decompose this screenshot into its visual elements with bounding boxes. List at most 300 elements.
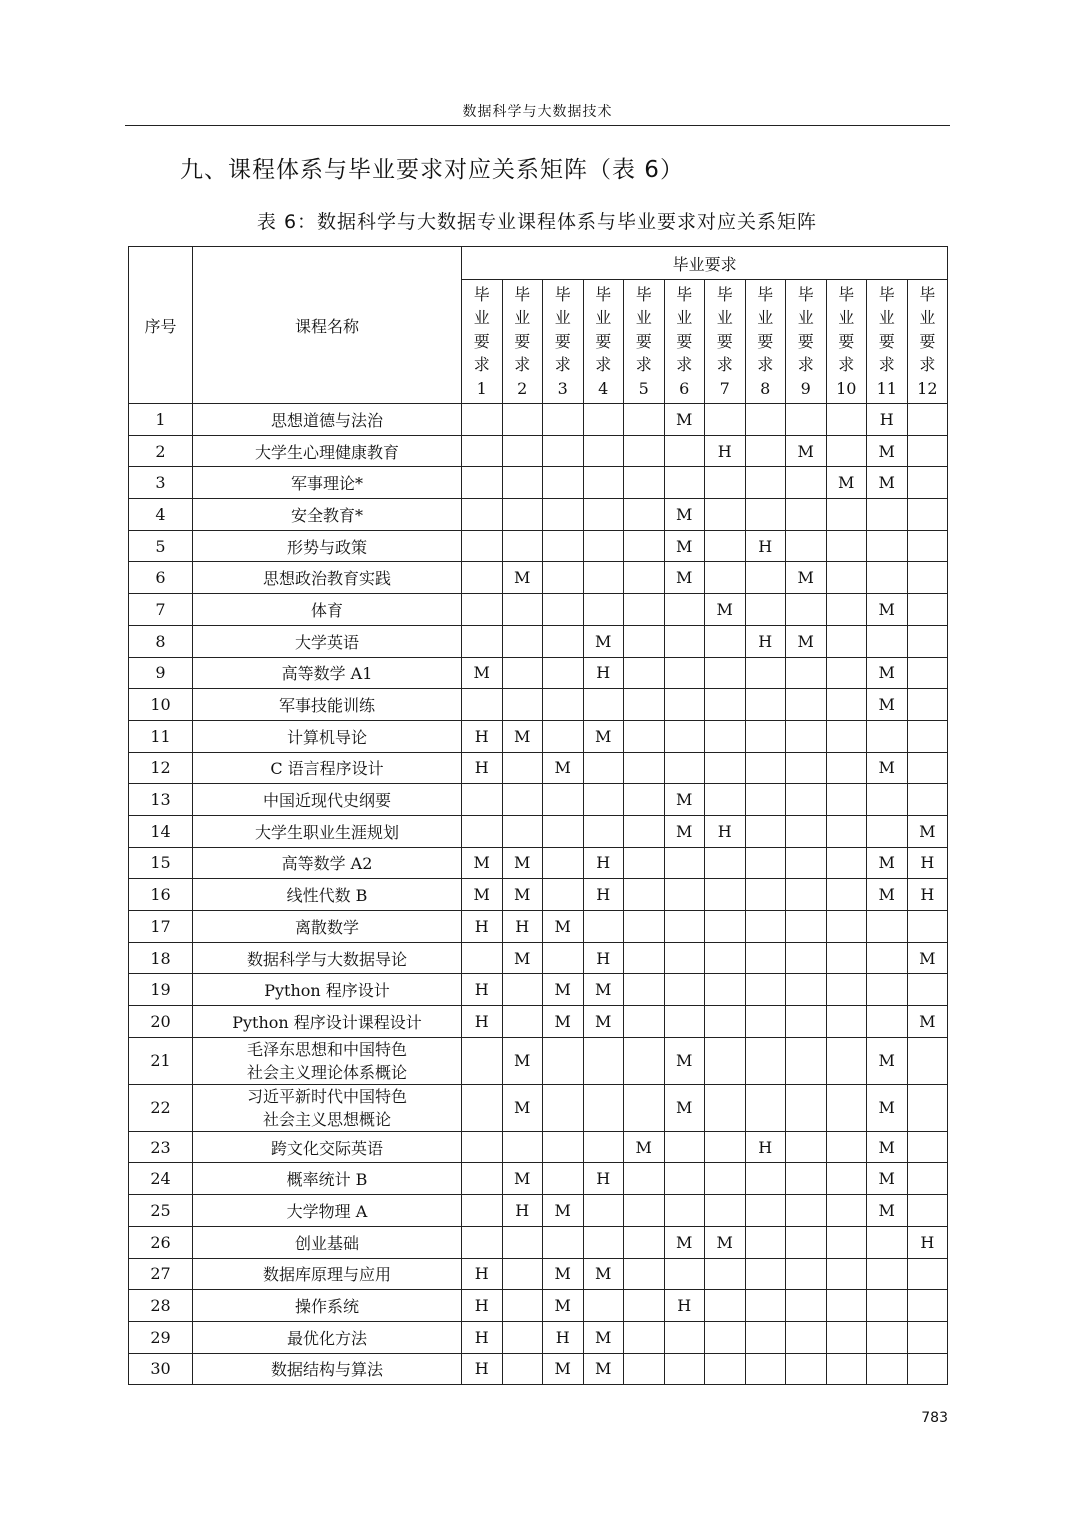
mark-cell: M [543, 1006, 584, 1038]
mark-cell [826, 1321, 867, 1353]
mark-cell: M [907, 1006, 948, 1038]
mark-cell [624, 499, 665, 531]
mark-cell: H [705, 815, 746, 847]
mark-cell [583, 1290, 624, 1322]
mark-cell [583, 594, 624, 626]
mark-cell [583, 562, 624, 594]
mark-cell [624, 562, 665, 594]
row-number: 29 [129, 1321, 193, 1353]
mark-cell [543, 847, 584, 879]
requirement-char: 毕 [797, 284, 814, 304]
mark-cell [583, 499, 624, 531]
mark-cell [786, 720, 827, 752]
table-row [129, 625, 948, 657]
mark-cell [705, 404, 746, 436]
mark-cell: M [543, 1290, 584, 1322]
requirement-number: 5 [638, 378, 649, 398]
table-row [129, 689, 948, 721]
course-name [193, 1321, 462, 1353]
mark-cell [786, 1195, 827, 1227]
mark-cell [624, 657, 665, 689]
course-name [193, 657, 462, 689]
mark-cell: M [826, 467, 867, 499]
mark-cell [826, 815, 867, 847]
row-number: 28 [129, 1290, 193, 1322]
mark-cell [664, 911, 705, 943]
mark-cell: H [664, 1290, 705, 1322]
mark-cell [664, 435, 705, 467]
table-row [129, 974, 948, 1006]
mark-cell [907, 625, 948, 657]
mark-cell [745, 942, 786, 974]
mark-cell [462, 625, 503, 657]
mark-cell [705, 499, 746, 531]
mark-cell [502, 1290, 543, 1322]
table-row [129, 1163, 948, 1195]
mark-cell [624, 1195, 665, 1227]
mark-cell: M [664, 815, 705, 847]
mark-cell [907, 1290, 948, 1322]
mark-cell: M [867, 657, 908, 689]
mark-cell [624, 752, 665, 784]
mark-cell [664, 1258, 705, 1290]
mark-cell: M [583, 720, 624, 752]
table-row [129, 1353, 948, 1385]
mark-cell: M [664, 1037, 705, 1084]
mark-cell [502, 689, 543, 721]
requirement-char: 求 [554, 355, 571, 375]
mark-cell: M [543, 911, 584, 943]
mark-cell: M [502, 879, 543, 911]
mark-cell [786, 1226, 827, 1258]
mark-cell [826, 530, 867, 562]
course-name [193, 752, 462, 784]
row-number: 3 [129, 467, 193, 499]
requirement-char: 业 [514, 308, 531, 328]
requirement-number: 12 [917, 378, 938, 398]
course-name-line: 跨文化交际英语 [270, 1138, 383, 1158]
mark-cell [745, 974, 786, 1006]
mark-cell [786, 752, 827, 784]
mark-cell: M [867, 467, 908, 499]
table-row [129, 530, 948, 562]
mark-cell [826, 847, 867, 879]
mark-cell [664, 594, 705, 626]
mark-cell: M [502, 720, 543, 752]
row-number: 18 [129, 942, 193, 974]
mark-cell [462, 530, 503, 562]
table-row [129, 1131, 948, 1163]
mark-cell [786, 1258, 827, 1290]
mark-cell [624, 467, 665, 499]
mark-cell [867, 1353, 908, 1385]
mark-cell [624, 1037, 665, 1084]
mark-cell [907, 594, 948, 626]
mark-cell [583, 752, 624, 784]
mark-cell [502, 530, 543, 562]
mark-cell [745, 784, 786, 816]
mark-cell: M [867, 879, 908, 911]
requirement-char: 业 [554, 308, 571, 328]
mark-cell [705, 657, 746, 689]
requirement-char: 求 [473, 355, 490, 375]
mark-cell: H [502, 1195, 543, 1227]
course-name-line: 军事技能训练 [278, 696, 375, 716]
mark-cell [745, 562, 786, 594]
mark-cell [907, 404, 948, 436]
requirement-char: 业 [757, 308, 774, 328]
mark-cell: M [664, 784, 705, 816]
mark-cell [907, 1195, 948, 1227]
mark-cell [826, 562, 867, 594]
requirement-char: 求 [716, 355, 733, 375]
mark-cell [624, 1006, 665, 1038]
mark-cell: M [664, 404, 705, 436]
mark-cell [867, 942, 908, 974]
mark-cell [705, 752, 746, 784]
mark-cell [826, 625, 867, 657]
course-name [193, 499, 462, 531]
mark-cell [705, 689, 746, 721]
course-name [193, 467, 462, 499]
mark-cell: H [907, 879, 948, 911]
mark-cell: M [867, 594, 908, 626]
mark-cell [664, 847, 705, 879]
mark-cell: H [907, 1226, 948, 1258]
course-name [193, 404, 462, 436]
mark-cell [624, 435, 665, 467]
mark-cell [502, 815, 543, 847]
table-row [129, 435, 948, 467]
mark-cell [502, 1258, 543, 1290]
requirement-char: 毕 [595, 284, 612, 304]
mark-cell [502, 752, 543, 784]
mark-cell: M [543, 1353, 584, 1385]
mark-cell [826, 1006, 867, 1038]
header-requirement-10 [826, 280, 867, 404]
table-row [129, 562, 948, 594]
course-name-line: 大学生心理健康教育 [254, 442, 399, 462]
mark-cell: M [867, 752, 908, 784]
mark-cell [786, 815, 827, 847]
requirement-char: 要 [919, 331, 936, 351]
course-name-line: 习近平新时代中国特色 [246, 1086, 407, 1106]
mark-cell [786, 1290, 827, 1322]
mark-cell [745, 847, 786, 879]
mark-cell [826, 1290, 867, 1322]
mark-cell [543, 1226, 584, 1258]
header-requirement-7 [705, 280, 746, 404]
requirement-number: 8 [760, 378, 771, 398]
mark-cell [543, 815, 584, 847]
table-caption: 表 6：数据科学与大数据专业课程体系与毕业要求对应关系矩阵 [256, 211, 818, 233]
mark-cell: M [543, 1258, 584, 1290]
mark-cell [786, 689, 827, 721]
requirement-char: 毕 [554, 284, 571, 304]
mark-cell [502, 657, 543, 689]
mark-cell: H [745, 625, 786, 657]
mark-cell: M [867, 1163, 908, 1195]
table-row [129, 1037, 948, 1084]
header-requirement-11 [867, 280, 908, 404]
course-name [193, 562, 462, 594]
mark-cell: H [502, 911, 543, 943]
course-name-line: 大学英语 [294, 632, 359, 652]
mark-cell [502, 1353, 543, 1385]
mark-cell [826, 1131, 867, 1163]
course-name [193, 1084, 462, 1131]
header-requirement-2 [502, 280, 543, 404]
mark-cell [502, 499, 543, 531]
mark-cell [664, 1321, 705, 1353]
mark-cell: M [502, 1037, 543, 1084]
mark-cell [786, 1163, 827, 1195]
mark-cell [664, 467, 705, 499]
mark-cell [664, 1353, 705, 1385]
mark-cell [907, 974, 948, 1006]
row-number: 8 [129, 625, 193, 657]
mark-cell: M [502, 942, 543, 974]
mark-cell: H [462, 752, 503, 784]
requirement-char: 业 [838, 308, 855, 328]
mark-cell [826, 1195, 867, 1227]
mark-cell: H [583, 942, 624, 974]
mark-cell [907, 752, 948, 784]
running-head: 数据科学与大数据技术 [125, 100, 950, 126]
mark-cell [867, 499, 908, 531]
header-requirement-1 [462, 280, 503, 404]
mark-cell [745, 752, 786, 784]
mark-cell [624, 784, 665, 816]
table-row [129, 720, 948, 752]
mark-cell [624, 1353, 665, 1385]
mark-cell [462, 594, 503, 626]
table-row [129, 1321, 948, 1353]
mark-cell [583, 1226, 624, 1258]
requirement-char: 要 [838, 331, 855, 351]
mark-cell [462, 562, 503, 594]
mark-cell: M [867, 435, 908, 467]
requirement-char: 毕 [919, 284, 936, 304]
course-name [193, 1195, 462, 1227]
requirement-char: 求 [514, 355, 531, 375]
header-requirement-3 [543, 280, 584, 404]
mark-cell [462, 1226, 503, 1258]
mark-cell [664, 942, 705, 974]
row-number: 24 [129, 1163, 193, 1195]
mark-cell [745, 435, 786, 467]
requirement-char: 求 [919, 355, 936, 375]
course-name-line: 高等数学 A2 [281, 854, 373, 874]
mark-cell [664, 1195, 705, 1227]
mark-cell: H [462, 1353, 503, 1385]
header-requirement-5 [624, 280, 665, 404]
mark-cell [543, 942, 584, 974]
row-number: 25 [129, 1195, 193, 1227]
mark-cell [543, 1163, 584, 1195]
mark-cell: H [462, 1258, 503, 1290]
mark-cell: H [867, 404, 908, 436]
mark-cell: H [745, 530, 786, 562]
mark-cell: H [462, 1290, 503, 1322]
mark-cell [705, 1290, 746, 1322]
course-name [193, 942, 462, 974]
header-course-name: 课程名称 [193, 247, 462, 404]
mark-cell [826, 752, 867, 784]
mark-cell [502, 1131, 543, 1163]
mark-cell [624, 911, 665, 943]
mark-cell [543, 530, 584, 562]
row-number: 7 [129, 594, 193, 626]
section-title: 九、课程体系与毕业要求对应关系矩阵（表 6） [180, 157, 684, 183]
mark-cell [907, 1131, 948, 1163]
mark-cell: M [462, 657, 503, 689]
mark-cell [462, 784, 503, 816]
mark-cell [786, 404, 827, 436]
requirement-number: 10 [836, 378, 857, 398]
row-number: 17 [129, 911, 193, 943]
mark-cell [543, 435, 584, 467]
mark-cell [583, 1131, 624, 1163]
mark-cell [502, 625, 543, 657]
mark-cell [826, 1258, 867, 1290]
mark-cell: M [664, 530, 705, 562]
mark-cell [705, 720, 746, 752]
mark-cell [583, 404, 624, 436]
mark-cell [826, 689, 867, 721]
mark-cell [462, 404, 503, 436]
mark-cell [826, 499, 867, 531]
mark-cell [583, 530, 624, 562]
mark-cell [826, 404, 867, 436]
row-number: 27 [129, 1258, 193, 1290]
course-name [193, 530, 462, 562]
requirement-char: 要 [514, 331, 531, 351]
requirement-char: 要 [757, 331, 774, 351]
course-name [193, 879, 462, 911]
mark-cell: M [867, 1084, 908, 1131]
mark-cell [786, 530, 827, 562]
mark-cell [826, 784, 867, 816]
mark-cell: M [664, 1226, 705, 1258]
course-name-line: 体育 [310, 600, 343, 620]
mark-cell: M [907, 942, 948, 974]
mark-cell [745, 1353, 786, 1385]
mark-cell [907, 720, 948, 752]
row-number: 21 [129, 1037, 193, 1084]
mark-cell [786, 1353, 827, 1385]
mark-cell [502, 594, 543, 626]
mark-cell [462, 942, 503, 974]
course-name [193, 720, 462, 752]
mark-cell: M [502, 1084, 543, 1131]
mark-cell: H [462, 1006, 503, 1038]
table-row [129, 499, 948, 531]
header-requirement-9 [786, 280, 827, 404]
mark-cell [624, 879, 665, 911]
mark-cell: M [462, 879, 503, 911]
mark-cell [705, 847, 746, 879]
mark-cell [624, 594, 665, 626]
mark-cell [826, 1226, 867, 1258]
mark-cell [583, 1195, 624, 1227]
mark-cell [543, 879, 584, 911]
mark-cell [705, 942, 746, 974]
mark-cell: H [462, 1321, 503, 1353]
mark-cell [826, 1163, 867, 1195]
table-row [129, 1084, 948, 1131]
mark-cell [462, 1195, 503, 1227]
mark-cell [462, 1037, 503, 1084]
course-name [193, 1131, 462, 1163]
mark-cell [705, 1163, 746, 1195]
requirement-number: 2 [517, 378, 528, 398]
mark-cell [502, 784, 543, 816]
mark-cell [624, 1163, 665, 1195]
page-number: 783 [921, 1410, 948, 1426]
mark-cell [907, 499, 948, 531]
mark-cell: M [664, 499, 705, 531]
mark-cell [907, 562, 948, 594]
row-number: 2 [129, 435, 193, 467]
requirement-char: 业 [635, 308, 652, 328]
mark-cell [867, 1006, 908, 1038]
mark-cell [786, 1037, 827, 1084]
mark-cell: M [543, 1195, 584, 1227]
mark-cell [664, 657, 705, 689]
row-number: 13 [129, 784, 193, 816]
mark-cell [867, 1226, 908, 1258]
row-number: 30 [129, 1353, 193, 1385]
mark-cell [543, 689, 584, 721]
mark-cell: H [907, 847, 948, 879]
course-name [193, 435, 462, 467]
course-name [193, 974, 462, 1006]
course-name-line: 形势与政策 [286, 537, 367, 557]
mark-cell: M [867, 847, 908, 879]
table-row [129, 879, 948, 911]
course-name-line: 军事理论* [290, 474, 363, 494]
mark-cell [624, 942, 665, 974]
mark-cell [907, 1163, 948, 1195]
table-row [129, 942, 948, 974]
mark-cell [907, 435, 948, 467]
requirement-char: 业 [595, 308, 612, 328]
course-name-line: 数据科学与大数据导论 [246, 949, 407, 969]
mark-cell [705, 974, 746, 1006]
mark-cell [907, 467, 948, 499]
mark-cell [624, 1226, 665, 1258]
mark-cell: M [583, 1321, 624, 1353]
mark-cell [826, 942, 867, 974]
mark-cell [543, 562, 584, 594]
mark-cell [705, 625, 746, 657]
mark-cell [867, 911, 908, 943]
mark-cell: M [867, 689, 908, 721]
mark-cell [705, 1321, 746, 1353]
requirement-char: 要 [797, 331, 814, 351]
mark-cell [745, 1163, 786, 1195]
mark-cell: M [624, 1131, 665, 1163]
mark-cell [705, 911, 746, 943]
mark-cell [907, 1258, 948, 1290]
course-name [193, 847, 462, 879]
mark-cell: M [664, 1084, 705, 1131]
requirement-char: 求 [838, 355, 855, 375]
course-name-line: 数据库原理与应用 [262, 1265, 391, 1285]
mark-cell [583, 815, 624, 847]
mark-cell: H [583, 1163, 624, 1195]
